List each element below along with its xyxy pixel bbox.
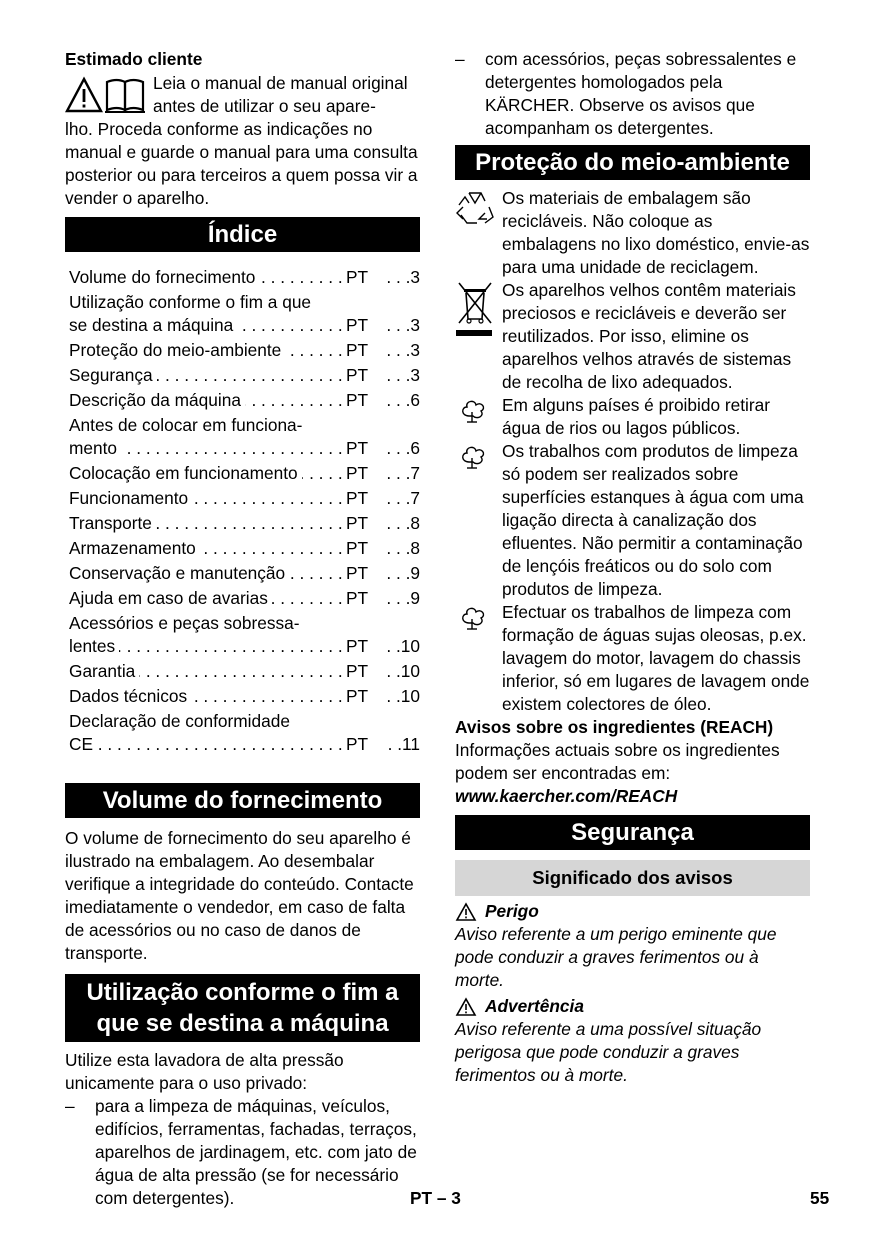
footer-section: PT – 3 [410, 1188, 461, 1208]
toc-entry-title: se destina a máquina [69, 315, 237, 335]
toc-entry[interactable] [69, 562, 420, 585]
toc-entry-lang: PT [346, 463, 369, 483]
recycling-icon [455, 187, 502, 279]
environment-heading: Proteção do meio-ambiente [455, 145, 810, 180]
toc-entry-lang: PT [346, 340, 369, 360]
toc-entry-title: Proteção do meio-ambiente [69, 340, 285, 360]
env-item-text: Os materiais de embalagem são recicláveis. Não coloque as embalagens no lixo doméstico, envie-as para uma unidade de reciclagem. [502, 188, 810, 277]
toc-entry-title: lentes [69, 636, 119, 656]
toc-entry-lang: PT [346, 488, 369, 508]
usage-heading: Utilização conforme o fim a que se destina a máquina [65, 974, 420, 1042]
toc-entry[interactable] [69, 266, 420, 289]
toc-entry-title: Funcionamento [69, 488, 192, 508]
volume-text: O volume de fornecimento do seu aparelho é ilustrado na embalagem. Ao desembalar verifique a integridade do conteúdo. Contacte imediatamente o vendedor, em caso de falta de acessórios ou no caso de danos de transporte. [65, 828, 414, 963]
toc-entry-title: Armazenamento [69, 538, 200, 558]
greeting: Estimado cliente [65, 49, 203, 69]
toc-entry-title: CE [69, 734, 97, 754]
list-dash: – [455, 49, 465, 69]
list-dash: – [65, 1096, 75, 1116]
toc-entry-page: . .11 [387, 734, 420, 754]
warning-label: Advertência [485, 996, 584, 1016]
warning-triangle-icon [455, 902, 477, 922]
reach-heading: Avisos sobre os ingredientes (REACH) [455, 717, 774, 737]
env-item-weee [455, 279, 810, 394]
toc-entry[interactable] [69, 660, 420, 683]
usage-item-text: para a limpeza de máquinas, veículos, edifícios, ferramentas, fachadas, terraços, aparelhos de jardinagem, etc. com jato de água de alta pressão (se for necessário com detergentes). [95, 1096, 417, 1208]
toc-entry[interactable] [69, 512, 420, 535]
toc-entry-title-line1: Utilização conforme o fim a que [69, 292, 312, 312]
env-item-text: Efectuar os trabalhos de limpeza com formação de águas sujas oleosas, p.ex. lavagem do motor, lavagem do chassis inferior, só em lugares de lavagem onde existem colectores de óleo. [502, 602, 810, 714]
toc-entry-page: . .10 [386, 661, 420, 681]
toc-entry-title: Garantia [69, 661, 139, 681]
intro-side-text: Leia o manual de manual original antes de utilizar o seu apare- [153, 73, 408, 116]
right-column [455, 48, 810, 1087]
toc-entry-lang: PT [346, 734, 369, 754]
env-item-text: Os trabalhos com produtos de limpeza só podem ser realizados sobre superfícies estanques à água com uma ligação directa à canalização dos efluentes. Não permitir a contaminação de lençóis freáticos ou do solo com produtos de limpeza. [502, 441, 804, 599]
toc-entry-title: Dados técnicos [69, 686, 191, 706]
toc-entry-lang: PT [346, 267, 369, 287]
toc-entry-title-line1: Acessórios e peças sobressa- [69, 613, 300, 633]
warning-text: Aviso referente a uma possível situação perigosa que pode conduzir a graves ferimentos ou à morte. [455, 1019, 762, 1085]
toc-entry-lang: PT [346, 686, 369, 706]
toc-entry-title: Volume do fornecimento [69, 267, 259, 287]
toc-entry-lang: PT [346, 563, 369, 583]
toc-entry[interactable] [69, 462, 420, 485]
toc-entry-page: . .10 [386, 686, 420, 706]
toc-entry[interactable] [69, 414, 420, 460]
toc-entry-page: . .10 [386, 636, 420, 656]
reach-text: Informações actuais sobre os ingredientes podem ser encontradas em: [455, 740, 780, 783]
warning-manual-icon [65, 72, 153, 118]
env-item-text: Os aparelhos velhos contêm materiais preciosos e recicláveis e deverão ser reutilizados. Por isso, elimine os aparelhos velhos através de sistemas de recolha de lixo adequados. [502, 280, 796, 392]
toc-entry-title: Segurança [69, 365, 157, 385]
toc-entry[interactable] [69, 612, 420, 658]
toc-entry-lang: PT [346, 513, 369, 533]
safety-heading: Segurança [455, 815, 810, 850]
toc-entry-title: mento [69, 438, 121, 458]
toc-entry-page: . . .6 [386, 438, 420, 458]
toc-entry-lang: PT [346, 636, 369, 656]
toc-entry[interactable] [69, 587, 420, 610]
toc-entry-page: . . .8 [386, 513, 420, 533]
page-number: 55 [810, 1188, 830, 1208]
danger-label: Perigo [485, 901, 539, 921]
toc-entry-title-line1: Antes de colocar em funciona- [69, 415, 303, 435]
toc-entry-page: . . .9 [386, 588, 420, 608]
signals-subheading: Significado dos avisos [455, 860, 810, 896]
toc-entry[interactable] [69, 339, 420, 362]
toc-entry-page: . . .7 [386, 463, 420, 483]
environment-tree-icon [455, 601, 502, 716]
environment-tree-icon [455, 440, 502, 601]
crossed-bin-icon [455, 279, 502, 394]
danger-label-row [455, 900, 810, 923]
volume-heading: Volume do fornecimento [65, 783, 420, 818]
environment-tree-icon [455, 394, 502, 440]
reach-url[interactable]: www.kaercher.com/REACH [455, 786, 678, 806]
toc-entry-title: Descrição da máquina [69, 390, 245, 410]
left-column [65, 48, 420, 1210]
toc-entry-title-line1: Declaração de conformidade [69, 711, 290, 731]
toc-entry-title: Ajuda em caso de avarias [69, 588, 272, 608]
env-item-oily-water [455, 601, 810, 716]
toc-entry[interactable] [69, 364, 420, 387]
toc-entry[interactable] [69, 291, 420, 337]
toc-entry-lang: PT [346, 661, 369, 681]
intro-text: lho. Proceda conforme as indicações no manual e guarde o manual para uma consulta posterior ou para terceiros a quem possa vir a vender o aparelho. [65, 119, 418, 208]
warning-label-row [455, 995, 810, 1018]
toc-entry-page: . . .3 [386, 365, 420, 385]
toc-entry-page: . . .3 [386, 267, 420, 287]
toc-entry-page: . . .8 [386, 538, 420, 558]
toc-entry-lang: PT [346, 365, 369, 385]
env-item-water [455, 394, 810, 440]
env-item-recycling [455, 187, 810, 279]
toc-entry[interactable] [69, 487, 420, 510]
accessories-item-text: com acessórios, peças sobressalentes e detergentes homologados pela KÄRCHER. Observe os avisos que acompanham os detergentes. [485, 49, 797, 138]
usage-list-item [65, 1095, 420, 1210]
env-item-text: Em alguns países é proibido retirar água de rios ou lagos públicos. [502, 395, 770, 438]
toc-entry-lang: PT [346, 315, 369, 335]
usage-text: Utilize esta lavadora de alta pressão unicamente para o uso privado: [65, 1050, 344, 1093]
warning-triangle-icon [455, 997, 477, 1017]
toc-entry[interactable] [69, 710, 420, 756]
intro-block [65, 72, 420, 118]
accessories-list-item [455, 48, 810, 140]
table-of-contents [69, 266, 420, 756]
env-item-cleaning-surfaces [455, 440, 810, 601]
toc-entry[interactable] [69, 389, 420, 412]
toc-entry-page: . . .3 [386, 340, 420, 360]
toc-entry-lang: PT [346, 438, 369, 458]
danger-text: Aviso referente a um perigo eminente que pode conduzir a graves ferimentos ou à morte. [455, 924, 777, 990]
toc-entry-page: . . .6 [386, 390, 420, 410]
index-heading: Índice [65, 217, 420, 252]
toc-entry-title: Transporte [69, 513, 156, 533]
toc-entry-lang: PT [346, 390, 369, 410]
toc-entry[interactable] [69, 685, 420, 708]
toc-entry-title: Colocação em funcionamento [69, 463, 302, 483]
toc-entry-page: . . .9 [386, 563, 420, 583]
toc-entry-page: . . .7 [386, 488, 420, 508]
toc-entry-lang: PT [346, 538, 369, 558]
environment-list [455, 187, 810, 716]
toc-entry-lang: PT [346, 588, 369, 608]
toc-entry-title: Conservação e manutenção [69, 563, 289, 583]
toc-entry-page: . . .3 [386, 315, 420, 335]
toc-entry[interactable] [69, 537, 420, 560]
